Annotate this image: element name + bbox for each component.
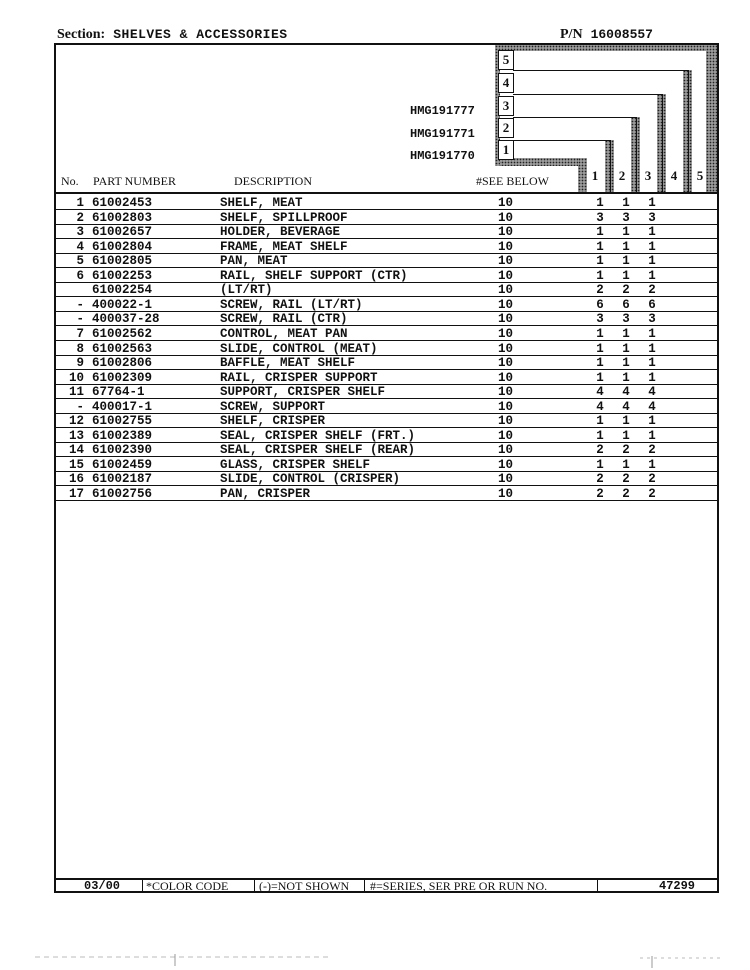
table-row	[56, 283, 717, 297]
table-row	[56, 443, 717, 457]
row-description: PAN, MEAT	[220, 254, 288, 269]
row-qty-2: 1	[622, 341, 630, 356]
row-qty-2: 2	[622, 443, 630, 458]
table-row	[56, 414, 717, 428]
table-row	[56, 298, 717, 312]
row-see-below: 10	[498, 268, 514, 283]
row-description: RAIL, CRISPER SUPPORT	[220, 370, 378, 385]
col-model-1: 1	[591, 168, 599, 183]
row-part-number: 61002804	[92, 239, 153, 254]
row-item-no: 14	[68, 443, 84, 458]
section-title	[57, 27, 288, 43]
row-qty-1: 3	[596, 312, 604, 327]
row-see-below: 10	[498, 312, 514, 327]
row-item-no: 15	[68, 457, 84, 472]
table-row	[56, 269, 717, 283]
model-label: HMG191777	[410, 104, 475, 118]
row-description: SHELF, MEAT	[220, 196, 303, 210]
row-qty-1: 6	[596, 297, 604, 312]
table-row	[56, 487, 717, 501]
row-item-no: 5	[76, 254, 84, 269]
row-qty-2: 1	[622, 370, 630, 385]
model-label: HMG191771	[410, 127, 475, 141]
row-description: BAFFLE, MEAT SHELF	[220, 356, 356, 371]
row-item-no: -	[76, 399, 84, 414]
table-row	[56, 342, 717, 356]
row-description: RAIL, SHELF SUPPORT (CTR)	[220, 268, 408, 283]
table-row	[56, 240, 717, 254]
row-item-no: 3	[76, 225, 84, 240]
row-qty-3: 1	[648, 268, 656, 283]
table-row	[56, 472, 717, 486]
row-qty-3: 4	[648, 385, 656, 400]
row-qty-1: 1	[596, 356, 604, 371]
row-item-no: 11	[68, 385, 84, 400]
row-part-number: 400022-1	[92, 297, 153, 312]
row-description: PAN, CRISPER	[220, 487, 311, 501]
row-qty-3: 1	[648, 326, 656, 341]
row-part-number: 400017-1	[92, 399, 153, 414]
row-description: SCREW, RAIL (LT/RT)	[220, 297, 363, 312]
row-see-below: 10	[498, 254, 514, 269]
row-part-number: 400037-28	[92, 312, 160, 327]
row-qty-2: 1	[622, 428, 630, 443]
row-qty-1: 1	[596, 370, 604, 385]
row-see-below: 10	[498, 443, 514, 458]
row-qty-2: 1	[622, 254, 630, 269]
col-model-5: 5	[696, 168, 704, 183]
row-see-below: 10	[498, 428, 514, 443]
footer-not-shown: (-)=NOT SHOWN	[259, 879, 350, 893]
matrix-box-2: 2	[498, 118, 514, 138]
row-qty-3: 1	[648, 428, 656, 443]
row-qty-1: 1	[596, 326, 604, 341]
row-qty-2: 6	[622, 297, 630, 312]
pn-label: P/N	[560, 27, 583, 42]
row-qty-3: 1	[648, 457, 656, 472]
row-part-number: 61002657	[92, 225, 153, 240]
row-part-number: 61002187	[92, 472, 153, 487]
row-qty-3: 2	[648, 472, 656, 487]
table-row	[56, 458, 717, 472]
row-qty-2: 3	[622, 210, 630, 225]
matrix-box-5: 5	[498, 50, 514, 70]
matrix-box-1: 1	[498, 140, 514, 160]
row-see-below: 10	[498, 210, 514, 225]
col-see-header: #SEE BELOW	[476, 174, 549, 188]
row-qty-1: 1	[596, 225, 604, 240]
row-part-number: 61002806	[92, 356, 153, 371]
section-value: SHELVES & ACCESSORIES	[113, 27, 288, 42]
row-part-number: 61002562	[92, 326, 153, 341]
row-qty-3: 1	[648, 414, 656, 429]
row-rule	[56, 500, 717, 501]
row-part-number: 67764-1	[92, 385, 145, 400]
row-description: GLASS, CRISPER SHELF	[220, 457, 371, 472]
table-row	[56, 225, 717, 239]
row-item-no: 12	[68, 414, 84, 429]
row-qty-2: 1	[622, 326, 630, 341]
row-qty-2: 1	[622, 225, 630, 240]
row-qty-3: 4	[648, 399, 656, 414]
row-part-number: 61002756	[92, 487, 153, 501]
row-item-no: 2	[76, 210, 84, 225]
row-qty-3: 3	[648, 210, 656, 225]
row-description: SLIDE, CONTROL (CRISPER)	[220, 472, 401, 487]
row-see-below: 10	[498, 385, 514, 400]
row-part-number: 61002253	[92, 268, 153, 283]
row-qty-3: 1	[648, 370, 656, 385]
table-row	[56, 196, 717, 210]
row-qty-1: 1	[596, 239, 604, 254]
row-description: (LT/RT)	[220, 283, 273, 298]
row-qty-1: 2	[596, 487, 604, 501]
footer-bar	[54, 878, 719, 893]
row-qty-2: 4	[622, 385, 630, 400]
footer-date: 03/00	[84, 879, 121, 893]
row-see-below: 10	[498, 414, 514, 429]
row-qty-3: 1	[648, 196, 656, 210]
col-model-2: 2	[618, 168, 626, 183]
row-description: SLIDE, CONTROL (MEAT)	[220, 341, 378, 356]
row-part-number: 61002254	[92, 283, 153, 298]
row-qty-3: 3	[648, 312, 656, 327]
model-label: HMG191770	[410, 149, 475, 163]
row-see-below: 10	[498, 283, 514, 298]
row-qty-3: 2	[648, 283, 656, 298]
row-qty-1: 1	[596, 268, 604, 283]
row-qty-1: 4	[596, 385, 604, 400]
row-qty-1: 1	[596, 428, 604, 443]
row-qty-1: 2	[596, 283, 604, 298]
row-qty-1: 2	[596, 443, 604, 458]
row-see-below: 10	[498, 370, 514, 385]
col-model-3: 3	[644, 168, 652, 183]
table-row	[56, 385, 717, 399]
row-item-no: -	[76, 297, 84, 312]
row-qty-2: 2	[622, 472, 630, 487]
row-see-below: 10	[498, 472, 514, 487]
row-description: SHELF, CRISPER	[220, 414, 326, 429]
row-qty-3: 1	[648, 341, 656, 356]
row-part-number: 61002459	[92, 457, 153, 472]
row-qty-3: 6	[648, 297, 656, 312]
row-description: SCREW, SUPPORT	[220, 399, 326, 414]
row-description: FRAME, MEAT SHELF	[220, 239, 348, 254]
row-description: SHELF, SPILLPROOF	[220, 210, 348, 225]
table-row	[56, 400, 717, 414]
row-qty-1: 1	[596, 457, 604, 472]
row-part-number: 61002563	[92, 341, 153, 356]
row-see-below: 10	[498, 341, 514, 356]
row-see-below: 10	[498, 239, 514, 254]
table-row	[56, 429, 717, 443]
footer-series: #=SERIES, SER PRE OR RUN NO.	[370, 879, 548, 893]
header-separator	[56, 192, 717, 194]
row-qty-2: 1	[622, 356, 630, 371]
table-row	[56, 211, 717, 225]
row-qty-2: 2	[622, 283, 630, 298]
matrix-box-4: 4	[498, 73, 514, 93]
row-description: SEAL, CRISPER SHELF (FRT.)	[220, 428, 416, 443]
row-see-below: 10	[498, 225, 514, 240]
row-qty-2: 1	[622, 239, 630, 254]
footer-page-code: 47299	[659, 879, 696, 893]
row-qty-1: 3	[596, 210, 604, 225]
row-description: SCREW, RAIL (CTR)	[220, 312, 348, 327]
row-qty-1: 1	[596, 341, 604, 356]
table-row	[56, 327, 717, 341]
row-qty-3: 1	[648, 225, 656, 240]
row-see-below: 10	[498, 196, 514, 210]
col-desc-header: DESCRIPTION	[234, 174, 313, 188]
row-qty-3: 2	[648, 443, 656, 458]
row-qty-1: 2	[596, 472, 604, 487]
part-number-title	[560, 27, 653, 43]
pn-value: 16008557	[590, 27, 653, 42]
row-part-number: 61002755	[92, 414, 153, 429]
row-item-no: 1	[76, 196, 84, 210]
row-part-number: 61002453	[92, 196, 153, 210]
footer-color-code: *COLOR CODE	[146, 879, 229, 893]
row-qty-3: 1	[648, 356, 656, 371]
col-no-header: No.	[61, 174, 79, 188]
row-qty-2: 1	[622, 457, 630, 472]
row-part-number: 61002309	[92, 370, 153, 385]
table-row	[56, 356, 717, 370]
section-label: Section:	[57, 27, 106, 42]
row-see-below: 10	[498, 457, 514, 472]
row-description: SEAL, CRISPER SHELF (REAR)	[220, 443, 416, 458]
row-see-below: 10	[498, 356, 514, 371]
row-qty-3: 1	[648, 239, 656, 254]
row-item-no: 13	[68, 428, 84, 443]
row-qty-1: 1	[596, 414, 604, 429]
col-part-header: PART NUMBER	[93, 174, 176, 188]
row-see-below: 10	[498, 399, 514, 414]
row-description: HOLDER, BEVERAGE	[220, 225, 341, 240]
row-qty-2: 3	[622, 312, 630, 327]
row-qty-2: 2	[622, 487, 630, 501]
row-qty-3: 2	[648, 487, 656, 501]
row-qty-1: 4	[596, 399, 604, 414]
row-item-no: 16	[68, 472, 84, 487]
row-item-no: 10	[68, 370, 84, 385]
row-qty-2: 4	[622, 399, 630, 414]
row-item-no: 6	[76, 268, 84, 283]
scan-artifacts	[0, 950, 750, 970]
row-item-no: -	[76, 312, 84, 327]
row-part-number: 61002803	[92, 210, 153, 225]
row-see-below: 10	[498, 297, 514, 312]
row-item-no: 8	[76, 341, 84, 356]
row-part-number: 61002390	[92, 443, 153, 458]
table-row	[56, 371, 717, 385]
row-qty-1: 1	[596, 254, 604, 269]
row-qty-2: 1	[622, 414, 630, 429]
row-description: CONTROL, MEAT PAN	[220, 326, 348, 341]
row-part-number: 61002805	[92, 254, 153, 269]
matrix-box-3: 3	[498, 96, 514, 116]
row-item-no: 9	[76, 356, 84, 371]
row-see-below: 10	[498, 487, 514, 501]
row-qty-3: 1	[648, 254, 656, 269]
row-item-no: 4	[76, 239, 84, 254]
table-row	[56, 254, 717, 268]
row-item-no: 17	[68, 487, 84, 501]
row-item-no: 7	[76, 326, 84, 341]
row-description: SUPPORT, CRISPER SHELF	[220, 385, 386, 400]
row-qty-1: 1	[596, 196, 604, 210]
row-qty-2: 1	[622, 268, 630, 283]
row-qty-2: 1	[622, 196, 630, 210]
col-model-4: 4	[670, 168, 678, 183]
row-part-number: 61002389	[92, 428, 153, 443]
row-see-below: 10	[498, 326, 514, 341]
table-row	[56, 312, 717, 326]
